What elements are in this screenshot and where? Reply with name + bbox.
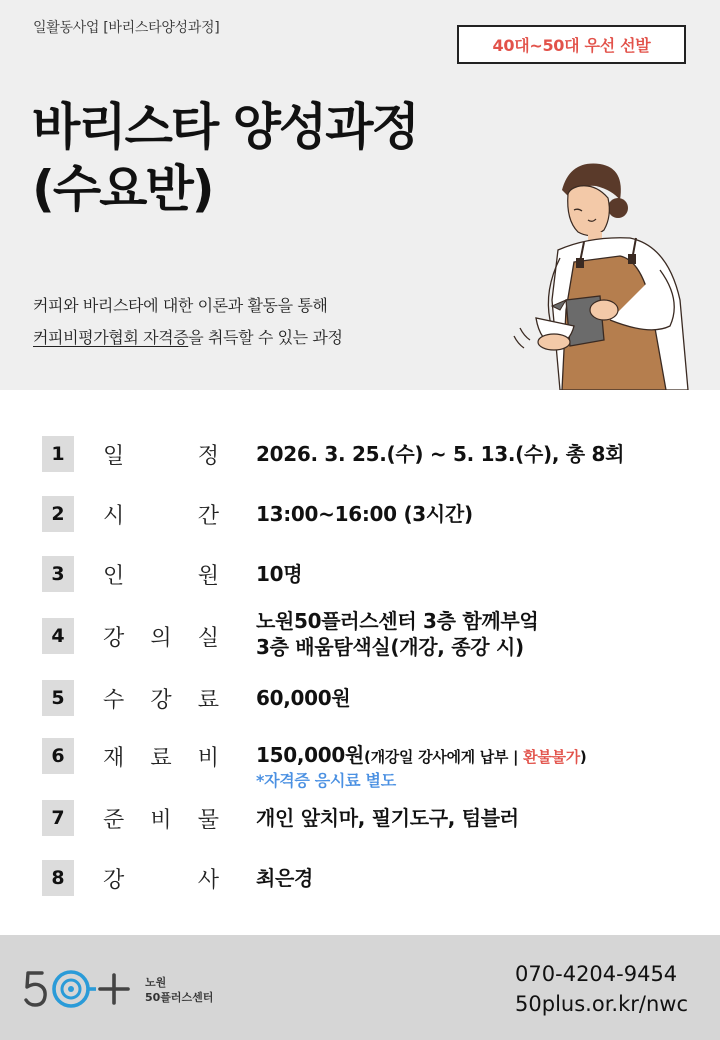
- item-value: 150,000원(개강일 강사에게 납부 | 환불불가) *자격증 응시료 별도: [256, 743, 587, 790]
- priority-badge: 40대~50대 우선 선발: [457, 25, 686, 64]
- item-number: 4: [42, 618, 74, 654]
- item-number: 3: [42, 556, 74, 592]
- item-value: [256, 608, 538, 660]
- description: [33, 290, 343, 354]
- item-label: 시 간: [103, 503, 219, 529]
- barista-pouring-milk-illustration: [500, 150, 720, 390]
- item-number: 5: [42, 680, 74, 716]
- center-name: 노원 50플러스센터: [145, 976, 214, 1004]
- item-label: 재 료 비: [103, 745, 219, 771]
- item-value: 10명: [256, 562, 303, 586]
- program-tag: 일활동사업 [바리스타양성과정]: [33, 20, 220, 36]
- classroom-line-1: 노원50플러스센터 3층 함께부엌: [256, 609, 539, 633]
- item-number: 8: [42, 860, 74, 896]
- item-value: 개인 앞치마, 필기도구, 텀블러: [256, 806, 519, 830]
- description-line-1: 커피와 바리스타에 대한 이론과 활동을 통해: [33, 296, 328, 315]
- item-label: 강 사: [103, 867, 219, 893]
- item-number: 7: [42, 800, 74, 836]
- item-value: 2026. 3. 25.(수) ~ 5. 13.(수), 총 8회: [256, 442, 625, 466]
- item-label: 수 강 료: [103, 687, 219, 713]
- certificate-fee-note: *자격증 응시료 별도: [256, 771, 396, 790]
- item-label: 강 의 실: [103, 625, 219, 651]
- description-line-2: [33, 322, 343, 354]
- page-title: [32, 96, 418, 220]
- no-refund-label: 환불불가: [523, 748, 580, 766]
- item-number: 6: [42, 738, 74, 774]
- description-line-2-rest: 을 취득할 수 있는 과정: [188, 328, 343, 347]
- title-line-2: (수요반): [32, 160, 213, 218]
- header: [0, 0, 720, 390]
- 50-plus-logo-icon: [24, 965, 134, 1013]
- item-label: 인 원: [103, 563, 219, 589]
- title-line-1: 바리스타 양성과정: [32, 98, 418, 156]
- contact-info: [515, 959, 688, 1019]
- item-value: 13:00~16:00 (3시간): [256, 502, 473, 526]
- phone-number: 070-4204-9454: [515, 962, 678, 986]
- website-link[interactable]: 50plus.or.kr/nwc: [515, 992, 688, 1016]
- footer: [0, 935, 720, 1040]
- material-fee-amount: 150,000원: [256, 743, 365, 767]
- item-number: 1: [42, 436, 74, 472]
- certificate-name: 커피비평가협회 자격증: [33, 328, 189, 347]
- item-label: 일 정: [103, 443, 219, 469]
- classroom-line-2: 3층 배움탐색실(개강, 종강 시): [256, 635, 524, 659]
- item-number: 2: [42, 496, 74, 532]
- item-value: 60,000원: [256, 686, 351, 710]
- item-label: 준 비 물: [103, 807, 219, 833]
- item-value: 최은경: [256, 866, 314, 890]
